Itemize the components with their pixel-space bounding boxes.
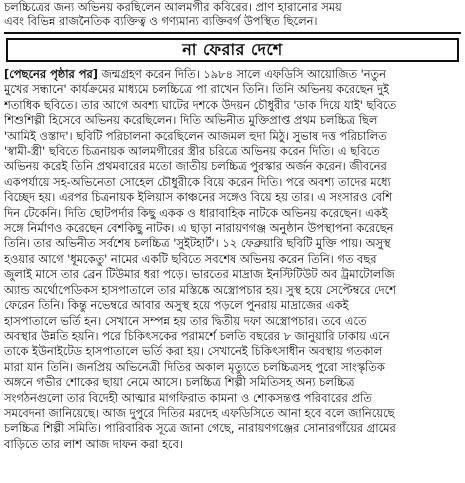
- article-body-line: দিন টেকেনি। দিতি ছোটপর্দার কিছু একক ও ধারাবাহিক নাটকে অভিনয় করেছেন। একই: [4, 205, 388, 220]
- article-body-line: শতাধিক ছবিতে। তার আগে অবশ্য ঘাটের দশকে উদয়ন চৌধুরীর 'ডাক দিয়ে যাই' ছবিতে: [4, 97, 397, 112]
- article-body-line: হওয়ার আগে 'ধূমকেতু' নামের একটি ছবিতে সবশেষ অভিনয় করেন তিনি। গত বছর: [4, 251, 377, 266]
- article-body-text: জন্মগ্রহণ করেন দিতি। ১৯৮৪ সালে এফডিসি আয়োজিত 'নতুন: [97, 67, 386, 81]
- article-headline: না ফেরার দেশে: [182, 40, 283, 59]
- article-body-line: মুখের সন্ধানে' কার্যক্রমের মাধ্যমে চলচ্চিত্রে পা রাখেন তিনি। তিনি অভিনয় করেছেন দুই: [4, 82, 389, 97]
- article-body-line: হাসপাতালে ভর্তি হন। সেখানে সম্পন্ন হয় তার দ্বিতীয় দফা অস্ত্রোপচার। তবে এতে: [4, 313, 367, 328]
- article-body-line: 'স্বামী-স্ত্রী' ছবিতে চিত্রনায়ক আলমগীরের স্ত্রীর চরিত্রে অভিনয় করেন দিতি। এ ছবিতে: [4, 144, 380, 159]
- article-body: [4, 67, 461, 452]
- article-body-line: মারা যান তিনি। জনপ্রিয় অভিনেত্রী দিতির অকাল মৃত্যুতে চলচ্চিত্রসহ পুরো সাংস্কৃতিক: [4, 359, 385, 374]
- article-body-line: বাড়িতে তার লাশ আজ দাফন করা হবে।: [4, 436, 183, 451]
- article-body-line: অ্যান্ড অর্থোপেডিকস হাসপাতালে তার মস্তিষ্কে অস্ত্রোপচার হয়। সুস্থ হয়ে সেপ্টেম্বরে দেশে: [4, 282, 396, 297]
- article-body-line: অবস্থার উন্নতি হয়নি। পরে চিকিৎসকের পরামর্শে চলতি বছরের ৮ জানুয়ারি ঢাকায় এনে: [4, 328, 390, 343]
- article-body-line: সমবেদনা জানিয়েছে। আজ দুপুরে দিতির মরদেহ এফডিসিতে আনা হবে বলে জানিয়েছে: [4, 405, 395, 420]
- previous-article-line-1: চলচ্চিত্রের জন্য অভিনয় করছিলেন আলমগীর কবিরের। প্রাণ হারানোর সময়: [4, 0, 342, 14]
- article-body-line: তাকে ইউনাইটেড হাসপাতালে ভর্তি করা হয়। সেখানেই চিকিৎসাধীন অবস্থায় গতকাল: [4, 344, 383, 359]
- article-body-line: সঙ্গে নির্মাণও করেছেন বেশকিছু নাটক। এ ছাড়া নারায়ণগঞ্জ অনুষ্ঠান উপস্থাপনা করেছেন: [4, 221, 394, 236]
- article-body-line: জুলাই মাসে তার ব্রেন টিউমার ধরা পড়ে। ভারতের মাদ্রাজ ইনস্টিটিউট অব ট্রমাটোলজি: [4, 267, 395, 282]
- article-body-line: অঙ্গনে গভীর শোকের ছায়া নেমে আসে। চলচ্চিত্র শিল্পী সমিতিসহ অন্য চলচ্চিত্র: [4, 375, 355, 390]
- previous-article-line-2: এবং বিভিন্ন রাজনৈতিক ব্যক্তিত্ব ও গণ্যমান্য ব্যক্তিবর্গ উপস্থিত ছিলেন।: [4, 14, 318, 28]
- article-body-line: 'আমিই ওস্তাদ'। ছবিটি পরিচালনা করেছিলেন আজমল হুদা মিঠু। সুভাষ দত্ত পরিচালিত: [4, 128, 387, 143]
- section-divider: [4, 32, 461, 34]
- article-body-line: [4, 67, 461, 82]
- article-body-line: চলচ্চিত্র শিল্পী সমিতি। পারিবারিক সূত্রে জানা গেছে, নারায়ণগঞ্জের সোনারগাঁয়ের গ্রামের: [4, 421, 396, 436]
- article-body-line: অভিনয় করেই তিনি প্রথমবারের মতো জাতীয় চলচ্চিত্র পুরস্কার অর্জন করেন। জীবনের: [4, 159, 387, 174]
- article-body-line: একপর্যায়ে সহ-অভিনেতা সোহেল চৌধুরীকে বিয়ে করেন দিতি। পরে অবশ্য তাদের মধ্যে: [4, 174, 391, 189]
- article-body-line: সংগঠনগুলো তার বিদেহী আত্মার মাগফিরাত কামনা ও শোকসন্তপ্ত পরিবারের প্রতি: [4, 390, 372, 405]
- article-body-line: তিনি। তার অভিনীত সর্বশেষ চলচ্চিত্র 'সুইটহার্ট'। ১২ ফেব্রুয়ারি ছবিটি মুক্তি পায়। অসুস্থ: [4, 236, 391, 251]
- previous-article-tail: [4, 0, 461, 28]
- article-body-line: শিশুশিল্পী হিসেবে অভিনয় করেছিলেন। দিতি অভিনীত মুক্তিপ্রাপ্ত প্রথম চলচ্চিত্র ছিল: [4, 113, 378, 128]
- continued-from-label: [পেছনের পৃষ্ঠার পর]: [4, 67, 98, 81]
- headline-box: [6, 38, 459, 62]
- article-body-line: বিচ্ছেদ হয়। এরপর চিত্রনায়ক ইলিয়াস কাঞ্চনের সঙ্গেও বিয়ে হয় তার। এ সংসারও বেশি: [4, 190, 393, 205]
- article-body-line: ফেরেন তিনি। কিন্তু নভেম্বরে আবার অসুস্থ হয়ে পড়লে পুনরায় মাদ্রাজের একই: [4, 298, 349, 313]
